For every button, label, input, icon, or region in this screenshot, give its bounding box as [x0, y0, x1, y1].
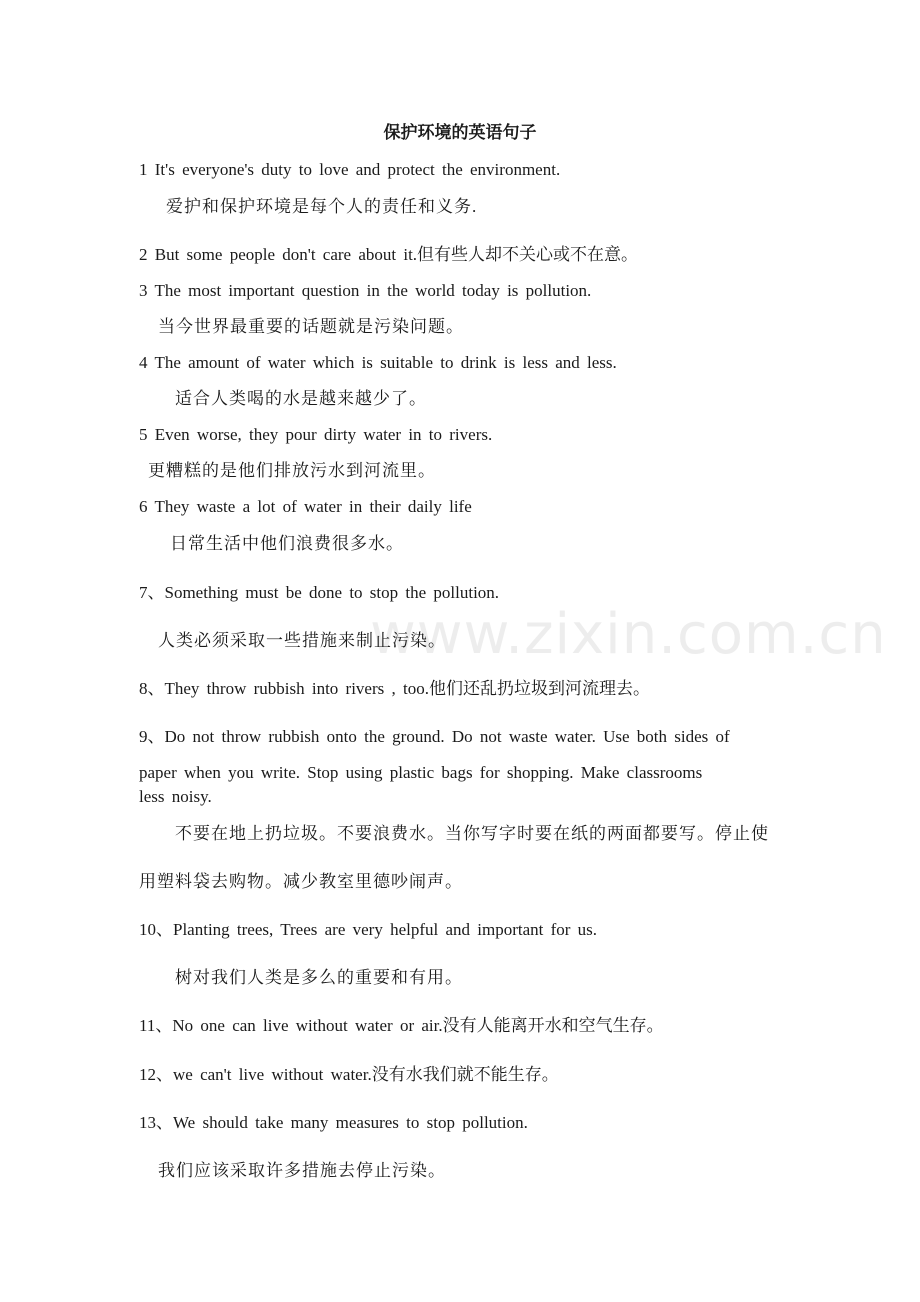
sentence-9-cn-line-2: 用塑料袋去购物。减少教室里德吵闹声。 — [139, 872, 463, 891]
watermark: www.zixin.com.cn — [370, 602, 887, 667]
sentence-13-cn: 我们应该采取许多措施去停止污染。 — [158, 1161, 446, 1180]
sentence-4-cn: 适合人类喝的水是越来越少了。 — [175, 389, 427, 408]
sentence-5-cn: 更糟糕的是他们排放污水到河流里。 — [148, 461, 436, 480]
sentence-11: 11、No one can live without water or air.没有人能离开水和空气生存。 — [139, 1016, 664, 1035]
sentence-6-cn: 日常生活中他们浪费很多水。 — [170, 534, 404, 553]
sentence-10-en: 10、Planting trees, Trees are very helpful and important for us. — [139, 920, 598, 939]
sentence-1-cn: 爱护和保护环境是每个人的责任和义务. — [166, 197, 478, 216]
sentence-3-cn: 当今世界最重要的话题就是污染问题。 — [158, 317, 464, 336]
sentence-4-en: 4 The amount of water which is suitable to drink is less and less. — [139, 353, 617, 372]
sentence-2: 2 But some people don't care about it.但有些人却不关心或不在意。 — [139, 245, 639, 264]
sentence-1-en: 1 It's everyone's duty to love and protect the environment. — [139, 160, 561, 179]
sentence-7-en: 7、Something must be done to stop the pollution. — [139, 583, 500, 602]
document-title: 保护环境的英语句子 — [383, 123, 537, 143]
sentence-6-en: 6 They waste a lot of water in their daily life — [139, 497, 472, 516]
sentence-7-cn: 人类必须采取一些措施来制止污染。 — [158, 631, 446, 650]
sentence-5-en: 5 Even worse, they pour dirty water in to rivers. — [139, 425, 493, 444]
sentence-10-cn: 树对我们人类是多么的重要和有用。 — [175, 968, 463, 987]
sentence-9-en-line-3: less noisy. — [139, 787, 212, 806]
sentence-3-en: 3 The most important question in the world today is pollution. — [139, 281, 592, 300]
sentence-9-cn-line-1: 不要在地上扔垃圾。不要浪费水。当你写字时要在纸的两面都要写。停止使 — [175, 824, 769, 843]
sentence-13-en: 13、We should take many measures to stop pollution. — [139, 1113, 528, 1132]
sentence-12: 12、we can't live without water.没有水我们就不能生存。 — [139, 1065, 559, 1084]
sentence-8: 8、They throw rubbish into rivers , too.他们还乱扔垃圾到河流理去。 — [139, 679, 650, 698]
sentence-9-en-line-1: 9、Do not throw rubbish onto the ground. Do not waste water. Use both sides of — [139, 727, 730, 746]
sentence-9-en-line-2: paper when you write. Stop using plastic bags for shopping. Make classrooms — [139, 763, 703, 782]
